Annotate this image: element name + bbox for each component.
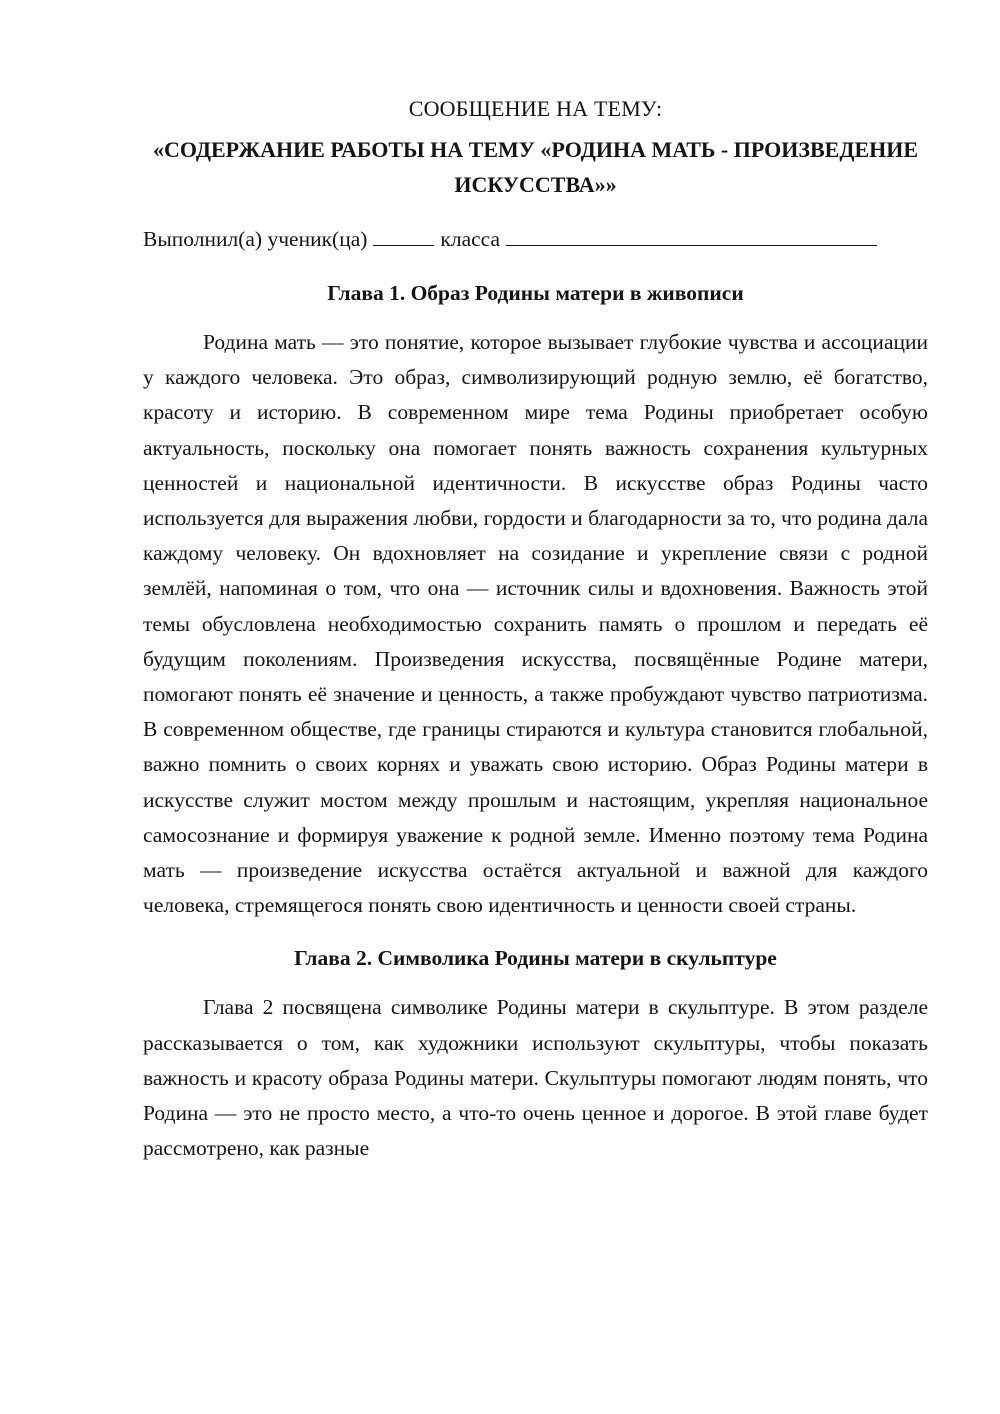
chapter-2-paragraph: Глава 2 посвящена символике Родины матери в скульптуре. В этом разделе рассказывается о том, как художники используют скульптуры, чтобы показать важность и красоту образа Родины матери. Скульптуры помогают людям понять, что Родина — это не просто место, а что-то очень ценное и дорогое. В этой главе будет рассмотрено, как разные bbox=[143, 995, 928, 1161]
name-blank-field bbox=[506, 223, 877, 246]
chapter-2-title: Глава 2. Символика Родины матери в скульптуре bbox=[294, 946, 777, 971]
grade-blank-field bbox=[373, 223, 434, 246]
chapter-1-title: Глава 1. Образ Родины матери в живописи bbox=[327, 281, 744, 305]
document-header-line: СООБЩЕНИЕ НА ТЕМУ: bbox=[408, 96, 663, 121]
author-middle: класса bbox=[440, 227, 501, 251]
author-line bbox=[143, 221, 928, 257]
document-title: «СОДЕРЖАНИЕ РАБОТЫ НА ТЕМУ «РОДИНА МАТЬ - ПРОИЗВЕДЕНИЕ ИСКУССТВА»» bbox=[152, 137, 919, 197]
author-prefix: Выполнил(а) ученик(ца) bbox=[143, 227, 368, 251]
document-page bbox=[143, 90, 928, 1166]
chapter-1-paragraph: Родина мать — это понятие, которое вызывает глубокие чувства и ассоциации у каждого человека. Это образ, символизирующий родную землю, её богатство, красоту и историю. В современном мире тема Родины приобретает особую актуальность, поскольку она помогает понять важность сохранения культурных ценностей и национальной идентичности. В искусстве образ Родины часто используется для выражения любви, гордости и благодарности за то, что родина дала каждому человеку. Он вдохновляет на созидание и укрепление связи с родной землёй, напоминая о том, что она — источник силы и вдохновения. Важность этой темы обусловлена необходимостью сохранить память о прошлом и передать её будущим поколениям. Произведения искусства, посвящённые Родине матери, помогают понять её значение и ценность, а также пробуждают чувство патриотизма. В современном обществе, где границы стираются и культура становится глобальной, важно помнить о своих корнях и уважать свою историю. Образ Родины матери в искусстве служит мостом между прошлым и настоящим, укрепляя национальное самосознание и формируя уважение к родной земле. Именно поэтому тема Родина мать — произведение искусства остаётся актуальной и важной для каждого человека, стремящегося понять свою идентичность и ценности своей страны. bbox=[143, 330, 928, 918]
